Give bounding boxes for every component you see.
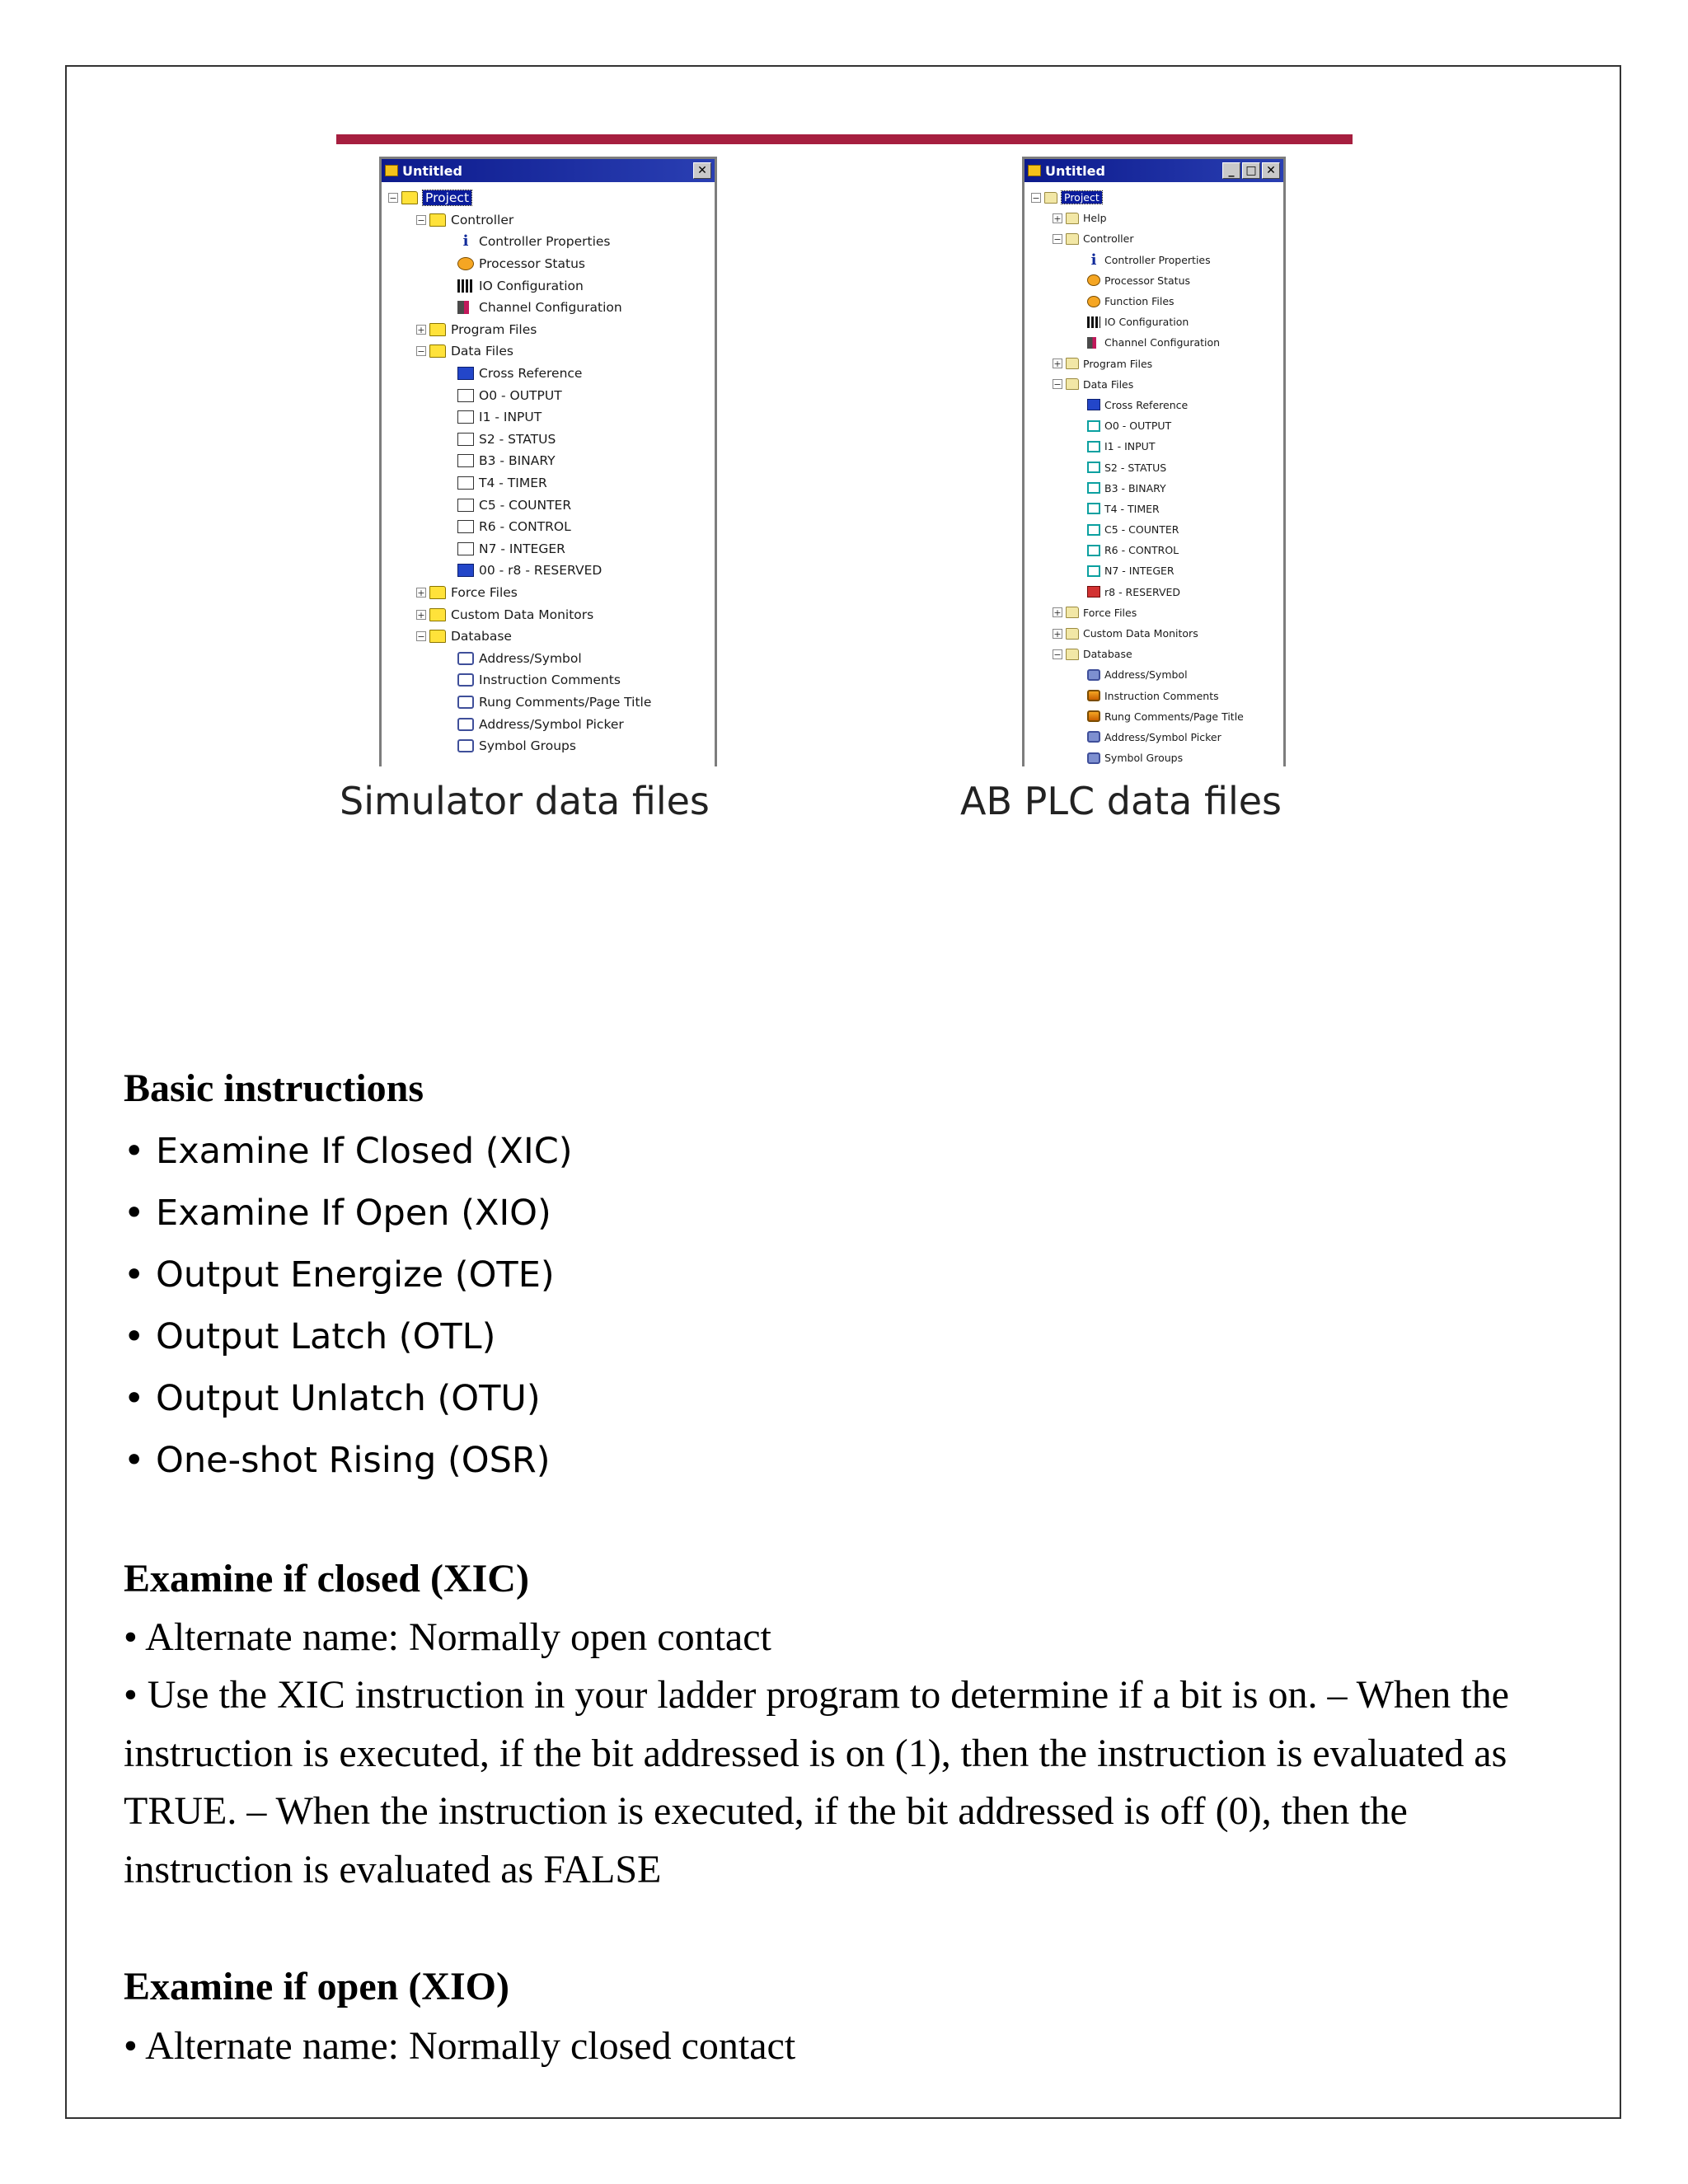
list-item: • Output Latch (OTL) (124, 1316, 496, 1357)
file-icon (457, 410, 474, 424)
tree-node[interactable] (382, 209, 715, 232)
database-icon (1087, 752, 1100, 764)
collapse-icon[interactable]: − (417, 214, 425, 226)
collapse-icon[interactable]: − (389, 193, 397, 204)
channel-icon (1087, 337, 1100, 349)
collapse-icon[interactable]: − (417, 631, 425, 643)
tree-node[interactable] (382, 297, 715, 319)
tree-node-label: O0 - OUTPUT (479, 387, 562, 403)
ab-plc-project-tree (1025, 182, 1283, 766)
folder-icon (429, 630, 446, 643)
minimize-button[interactable]: _ (1222, 162, 1240, 179)
tree-node[interactable] (382, 516, 715, 538)
tree-node[interactable] (382, 647, 715, 669)
expand-icon[interactable]: + (417, 324, 425, 335)
tree-node-label: r8 - RESERVED (1104, 585, 1181, 598)
folder-open-icon (1044, 192, 1057, 204)
status-icon (1087, 274, 1100, 286)
tree-node-label: Data Files (451, 344, 513, 359)
file-icon (457, 499, 474, 512)
tree-node[interactable] (1025, 374, 1283, 395)
ab-plc-caption: AB PLC data files (960, 779, 1282, 823)
tree-node[interactable] (382, 187, 715, 209)
tree-node[interactable] (1025, 519, 1283, 540)
tree-node-label: N7 - INTEGER (1104, 565, 1175, 578)
status-icon (1087, 296, 1100, 307)
tree-node[interactable] (1025, 187, 1283, 208)
tree-node-label: Address/Symbol Picker (1104, 730, 1221, 743)
xic-alternate-name: • Alternate name: Normally open contact (124, 1615, 771, 1659)
database-icon (457, 652, 474, 665)
xio-heading: Examine if open (XIO) (124, 1965, 509, 2008)
tree-node-label: Channel Configuration (479, 300, 622, 316)
file-icon (457, 454, 474, 467)
folder-icon (1066, 358, 1079, 369)
io-icon (1087, 316, 1100, 328)
file-icon (1087, 503, 1100, 514)
tree-node[interactable] (1025, 664, 1283, 685)
tree-node-label: Database (451, 629, 512, 644)
tree-node[interactable] (1025, 582, 1283, 602)
collapse-icon[interactable]: − (1053, 649, 1062, 660)
xic-description: • Use the XIC instruction in your ladder program to determine if a bit is on. – When the instruction is executed, if the bit addressed is on (1), then the instruction is evaluated as TRUE. – When the instruction is executed, if the bit addressed is off (0), then the instruction is evaluated as FALSE (124, 1673, 1509, 1891)
status-icon (457, 257, 474, 270)
simulator-caption: Simulator data files (340, 779, 710, 823)
tree-node[interactable] (382, 231, 715, 253)
tree-node-label: Cross Reference (1104, 398, 1189, 411)
tree-node-label: S2 - STATUS (479, 431, 556, 447)
folder-icon (1066, 607, 1079, 618)
xic-heading: Examine if closed (XIC) (124, 1557, 529, 1601)
tree-node[interactable] (1025, 706, 1283, 727)
tree-node[interactable] (1025, 312, 1283, 332)
expand-icon[interactable]: + (1053, 607, 1062, 619)
simulator-project-tree (382, 182, 715, 757)
tree-node-label: B3 - BINARY (1104, 481, 1166, 494)
tree-node[interactable] (1025, 354, 1283, 374)
tree-node[interactable] (382, 560, 715, 582)
tree-node-label: Custom Data Monitors (451, 607, 594, 622)
file-icon (457, 433, 474, 446)
collapse-icon[interactable]: − (1053, 379, 1062, 391)
tree-node-label: Processor Status (1104, 274, 1191, 287)
tree-node[interactable] (382, 713, 715, 735)
database-icon (1087, 669, 1100, 681)
folder-icon (1066, 378, 1079, 390)
tree-node[interactable] (1025, 623, 1283, 644)
tree-node-label: Controller Properties (1104, 253, 1211, 266)
tree-node-label: Address/Symbol Picker (479, 716, 624, 732)
window-title: Untitled (1045, 162, 1105, 179)
tree-node[interactable] (1025, 395, 1283, 415)
folder-icon (429, 608, 446, 621)
window-icon (1028, 165, 1041, 176)
tree-node[interactable] (382, 472, 715, 494)
file-icon (1087, 420, 1100, 432)
tree-node[interactable] (1025, 228, 1283, 249)
tree-node[interactable] (1025, 415, 1283, 436)
folder-icon (429, 586, 446, 599)
tree-node[interactable] (382, 274, 715, 297)
folder-icon (429, 344, 446, 358)
tree-node[interactable] (382, 450, 715, 472)
expand-icon[interactable]: + (1053, 628, 1062, 640)
tree-node[interactable] (382, 494, 715, 516)
tree-node-label: Controller (451, 212, 514, 227)
tree-node-label: Program Files (451, 321, 537, 337)
window-icon (385, 165, 398, 176)
tree-node-label: Help (1083, 212, 1107, 225)
tree-node-label: Address/Symbol (1104, 668, 1188, 682)
list-item: • Output Energize (OTE) (124, 1254, 555, 1296)
reserved-icon (457, 564, 474, 577)
tree-node[interactable] (382, 363, 715, 385)
tree-node-label: Controller Properties (479, 234, 611, 250)
tree-node[interactable] (382, 340, 715, 363)
file-icon (457, 542, 474, 555)
tree-node-label: T4 - TIMER (479, 476, 547, 491)
tree-node[interactable] (382, 384, 715, 406)
tree-node-label: I1 - INPUT (479, 410, 542, 425)
tree-node[interactable] (1025, 540, 1283, 560)
window-title: Untitled (402, 162, 462, 179)
tree-node-label: Cross Reference (479, 366, 583, 382)
tree-node-label: Address/Symbol (479, 650, 582, 666)
tree-node[interactable] (1025, 270, 1283, 291)
tree-node[interactable] (382, 603, 715, 626)
close-button[interactable]: ✕ (1262, 162, 1280, 179)
database-icon (457, 673, 474, 687)
collapse-icon[interactable]: − (417, 346, 425, 358)
database-multi-icon (1087, 710, 1100, 722)
folder-icon (1066, 213, 1079, 224)
folder-icon (429, 323, 446, 336)
tree-node[interactable] (1025, 250, 1283, 270)
xref-icon (1087, 399, 1100, 410)
file-icon (457, 389, 474, 402)
tree-node-label: S2 - STATUS (1104, 461, 1167, 474)
file-icon (457, 520, 474, 533)
tree-node-label: Force Files (1083, 606, 1137, 619)
tree-node[interactable] (382, 429, 715, 451)
list-item: • Output Unlatch (OTU) (124, 1378, 541, 1419)
tree-node-label: C5 - COUNTER (479, 497, 572, 513)
tree-node-label: Rung Comments/Page Title (1104, 710, 1244, 723)
folder-open-icon (401, 191, 418, 204)
ab-plc-titlebar (1025, 159, 1283, 182)
accent-rule (336, 134, 1353, 144)
tree-node[interactable] (1025, 457, 1283, 477)
expand-icon[interactable]: + (1053, 359, 1062, 370)
tree-node-label: N7 - INTEGER (479, 541, 565, 556)
tree-node[interactable] (1025, 208, 1283, 228)
tree-node-label: Project (423, 190, 471, 205)
file-icon (1087, 545, 1100, 556)
io-icon (457, 279, 474, 293)
expand-icon[interactable]: + (417, 609, 425, 621)
tree-node-label: B3 - BINARY (479, 453, 556, 469)
folder-icon (429, 213, 446, 227)
collapse-icon[interactable]: − (1053, 233, 1062, 245)
tree-node[interactable] (382, 538, 715, 560)
tree-node-label: Program Files (1083, 357, 1153, 370)
tree-node[interactable] (1025, 686, 1283, 706)
database-icon (457, 696, 474, 709)
xio-alternate-name: • Alternate name: Normally closed contact (124, 2024, 796, 2068)
tree-node[interactable] (382, 582, 715, 604)
tree-node[interactable] (1025, 602, 1283, 623)
tree-node-label: Data Files (1083, 377, 1134, 391)
collapse-icon[interactable]: − (1032, 192, 1040, 204)
info-icon: i (1090, 251, 1097, 269)
tree-node[interactable] (1025, 291, 1283, 312)
tree-node-label: Symbol Groups (479, 738, 576, 754)
tree-node-label: O0 - OUTPUT (1104, 419, 1172, 433)
tree-node-label: Instruction Comments (479, 673, 621, 688)
tree-node[interactable] (1025, 560, 1283, 581)
tree-node[interactable] (1025, 332, 1283, 353)
tree-node-label: IO Configuration (479, 278, 584, 293)
basic-instructions-heading: Basic instructions (124, 1066, 424, 1110)
file-icon (457, 476, 474, 490)
tree-node[interactable] (382, 735, 715, 757)
close-button[interactable]: ✕ (693, 162, 711, 179)
basic-instructions-list (124, 1121, 573, 1492)
tree-node-label: Channel Configuration (1104, 336, 1221, 349)
tree-node-label: Function Files (1104, 295, 1175, 308)
database-icon (457, 718, 474, 731)
file-icon (1087, 462, 1100, 473)
tree-node-label: Symbol Groups (1104, 752, 1184, 765)
tree-node[interactable] (1025, 748, 1283, 766)
file-icon (1087, 482, 1100, 494)
database-icon (1087, 731, 1100, 743)
tree-node-label: Custom Data Monitors (1083, 627, 1198, 640)
tree-node[interactable] (382, 669, 715, 691)
ab-plc-project-window (1022, 157, 1286, 766)
tree-node[interactable] (382, 319, 715, 341)
tree-node-label: R6 - CONTROL (1104, 544, 1179, 557)
list-item: • Examine If Open (XIO) (124, 1193, 551, 1234)
tree-node[interactable] (1025, 644, 1283, 664)
tree-node-label: 00 - r8 - RESERVED (479, 563, 603, 579)
database-multi-icon (1087, 690, 1100, 701)
reserved-icon (1087, 586, 1100, 598)
tree-node[interactable] (1025, 727, 1283, 748)
tree-node-label: C5 - COUNTER (1104, 523, 1179, 537)
tree-node-label: I1 - INPUT (1104, 440, 1156, 453)
tree-node-label: T4 - TIMER (1104, 502, 1160, 515)
simulator-titlebar (382, 159, 715, 182)
maximize-button[interactable]: □ (1242, 162, 1260, 179)
list-item: • One-shot Rising (OSR) (124, 1440, 551, 1481)
file-icon (1087, 441, 1100, 452)
info-icon: i (462, 232, 469, 251)
tree-node[interactable] (382, 253, 715, 275)
tree-node[interactable] (1025, 499, 1283, 519)
tree-node-label: Force Files (451, 584, 518, 600)
tree-node[interactable] (1025, 436, 1283, 457)
tree-node-label: IO Configuration (1104, 316, 1189, 329)
tree-node[interactable] (382, 626, 715, 648)
folder-icon (1066, 233, 1079, 245)
tree-node-label: Rung Comments/Page Title (479, 694, 652, 710)
tree-node-label: Controller (1083, 232, 1134, 246)
file-icon (1087, 524, 1100, 536)
database-icon (457, 739, 474, 752)
tree-node-label: R6 - CONTROL (479, 519, 571, 535)
folder-icon (1066, 628, 1079, 640)
list-item: • Examine If Closed (XIC) (124, 1131, 573, 1172)
tree-node-label: Processor Status (479, 256, 585, 272)
file-icon (1087, 565, 1100, 577)
expand-icon[interactable]: + (1053, 213, 1062, 224)
tree-node[interactable] (382, 406, 715, 429)
xref-icon (457, 367, 474, 380)
channel-icon (457, 301, 474, 314)
expand-icon[interactable]: + (417, 587, 425, 598)
tree-node-label: Project (1062, 191, 1102, 204)
tree-node-label: Instruction Comments (1104, 689, 1219, 702)
tree-node[interactable] (1025, 478, 1283, 499)
tree-node-label: Database (1083, 648, 1132, 661)
folder-icon (1066, 649, 1079, 660)
tree-node[interactable] (382, 691, 715, 714)
simulator-project-window (379, 157, 717, 766)
